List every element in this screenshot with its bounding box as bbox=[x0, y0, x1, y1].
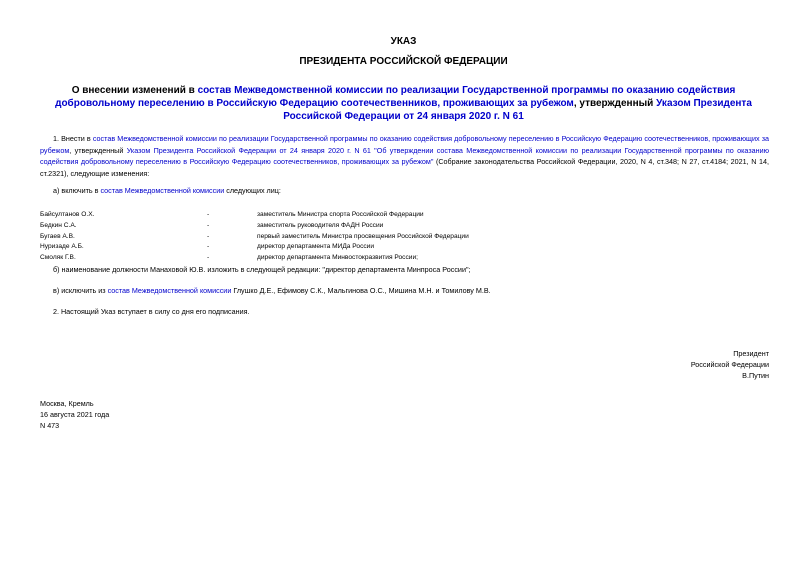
place-date: 16 августа 2021 года bbox=[40, 410, 110, 419]
paragraph-1 bbox=[40, 133, 769, 179]
member-position: директор департамента Минвостокразвития России; bbox=[257, 254, 418, 261]
member-dash: - bbox=[207, 222, 210, 229]
p1-link-decree[interactable]: Указом Президента Российской Федерации от 24 января 2020 г. N 61 "Об утверждении состава Межведомственной комиссии по реализации Государственной программы по оказанию содействия добровольному переселению в Российскую Федерацию соотечественников, проживающих за рубежом" bbox=[40, 145, 769, 166]
member-dash: - bbox=[207, 254, 210, 261]
decree-number: N 473 bbox=[40, 421, 60, 430]
member-position: первый заместитель Министра просвещения Российской Федерации bbox=[257, 233, 469, 240]
p1-middle: , утвержденный bbox=[69, 145, 127, 155]
paragraph-2: 2. Настоящий Указ вступает в силу со дня его подписания. bbox=[53, 307, 250, 316]
subject-link-commission[interactable]: состав Межведомственной комиссии по реализации Государственной программы по оказанию содействия добровольному переселению в Российскую Федерацию соотечественников, проживающих за рубежом bbox=[55, 85, 736, 109]
member-name: Смоляк Г.В. bbox=[40, 254, 76, 261]
signature-name: В.Путин bbox=[742, 371, 769, 380]
signature-title: Президент bbox=[733, 349, 769, 358]
member-name: Байсултанов О.Х. bbox=[40, 211, 95, 218]
pa-link-commission[interactable]: состав Межведомственной комиссии bbox=[100, 186, 225, 195]
p1-suffix: (Собрание законодательства Российской Федерации, 2020, N 4, ст.348; N 27, ст.4184; 2021, N 14, ст.2321), следующие изменения: bbox=[40, 157, 769, 178]
document-title: УКАЗ bbox=[390, 36, 417, 47]
member-dash: - bbox=[207, 211, 210, 218]
signature-block bbox=[560, 348, 769, 381]
paragraph-b: б) наименование должности Манаховой Ю.В. изложить в следующей редакции: "директор департамента Минпроса России"; bbox=[53, 265, 471, 274]
member-name: Бугаев А.В. bbox=[40, 233, 75, 240]
subject-prefix: О внесении изменений в bbox=[71, 85, 198, 96]
place-date-block bbox=[40, 398, 109, 431]
pa-suffix: следующих лиц: bbox=[224, 186, 281, 195]
pc-link-commission[interactable]: состав Межведомственной комиссии bbox=[107, 286, 232, 295]
subject-middle: , утвержденный bbox=[573, 98, 657, 109]
document-subtitle: ПРЕЗИДЕНТА РОССИЙСКОЙ ФЕДЕРАЦИИ bbox=[299, 56, 508, 67]
subject-link-decree[interactable]: Указом Президента Российской Федерации от 24 января 2020 г. N 61 bbox=[283, 98, 752, 122]
member-dash: - bbox=[207, 243, 210, 250]
signature-country: Российской Федерации bbox=[690, 360, 769, 369]
paragraph-a bbox=[53, 185, 769, 197]
member-position: заместитель руководителя ФАДН России bbox=[257, 222, 384, 229]
document-subject bbox=[40, 84, 767, 123]
p1-link-commission[interactable]: состав Межведомственной комиссии по реализации Государственной программы по оказанию содействия добровольному переселению в Российскую Федерацию соотечественников, проживающих за рубежом bbox=[40, 134, 769, 155]
member-name: Нуризаде А.Б. bbox=[40, 243, 84, 250]
pc-suffix: Глушко Д.Е., Ефимову С.К., Мальгинова О.С., Мишина М.Н. и Томилову М.В. bbox=[231, 286, 491, 295]
paragraph-c bbox=[53, 285, 769, 297]
p1-prefix: 1. Внести в bbox=[53, 134, 93, 143]
member-position: заместитель Министра спорта Российской Федерации bbox=[257, 211, 424, 218]
member-name: Бедкин С.А. bbox=[40, 222, 77, 229]
member-dash: - bbox=[207, 233, 210, 240]
member-position: директор департамента МИДа России bbox=[257, 243, 375, 250]
pc-prefix: в) исключить из bbox=[53, 286, 108, 295]
place-city: Москва, Кремль bbox=[40, 399, 94, 408]
pa-prefix: а) включить в bbox=[53, 186, 101, 195]
